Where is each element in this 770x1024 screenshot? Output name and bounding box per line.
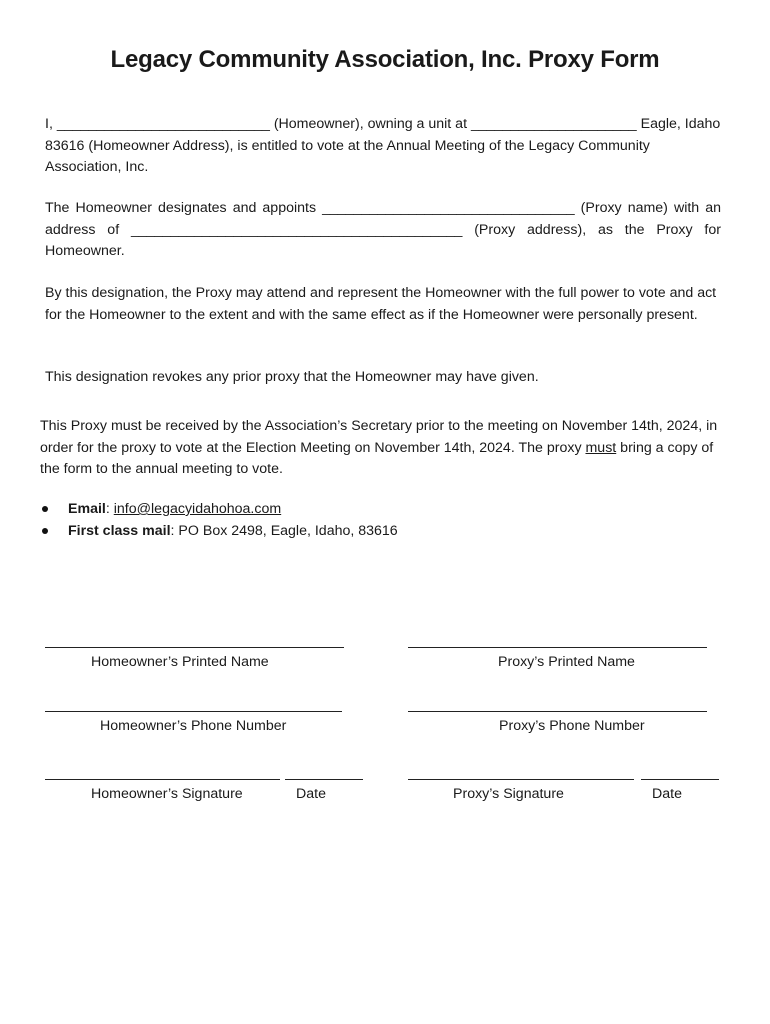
form-title: Legacy Community Association, Inc. Proxy Form <box>110 46 660 73</box>
proxy-printed-name-label: Proxy’s Printed Name <box>498 654 635 670</box>
must-emphasis: must <box>585 439 617 456</box>
proxy-name-blank: ________________________________ <box>322 200 575 216</box>
proxy-signature-line[interactable] <box>408 779 634 780</box>
proxy-printed-name-line[interactable] <box>408 647 707 648</box>
homeowner-unit-blank: _____________________ <box>470 116 637 132</box>
homeowner-date-line[interactable] <box>285 779 363 780</box>
proxy-power-statement: By this designation, the Proxy may attend and represent the Homeowner with the full power to vote and act for the Homeowner to the extent and with the same effect as if the Homeowner were personally present. <box>45 285 717 323</box>
deadline-statement: This Proxy must be received by the Association’s Secretary prior to the meeting on November 14th, 2024, in order for the proxy to vote at the Election Meeting on November 14th, 2024. The proxy must bring a copy of the form to the annual meeting to vote. <box>40 418 718 477</box>
email-link[interactable]: info@legacyidahohoa.com <box>113 501 282 517</box>
homeowner-printed-name-label: Homeowner’s Printed Name <box>91 654 269 670</box>
list-item-mail <box>40 521 398 543</box>
mail-address: : PO Box 2498, Eagle, Idaho, 83616 <box>170 522 398 539</box>
homeowner-name-blank: ___________________________ <box>56 116 270 132</box>
homeowner-signature-line[interactable] <box>45 779 280 780</box>
proxy-designation-statement: The Homeowner designates and appoints ________________________________ (Proxy name) with an address of __________________________________________ (Proxy address), as the Proxy for Homeowner. <box>45 200 722 259</box>
proxy-date-label: Date <box>652 786 682 802</box>
proxy-phone-line[interactable] <box>408 711 707 712</box>
list-item-email: Email: info@legacyidahohoa.com <box>40 499 398 521</box>
bullet-icon <box>42 506 48 512</box>
homeowner-phone-label: Homeowner’s Phone Number <box>100 718 287 734</box>
proxy-phone-label: Proxy’s Phone Number <box>499 718 645 734</box>
proxy-address-blank: __________________________________________ <box>130 221 463 238</box>
revocation-statement: This designation revokes any prior proxy that the Homeowner may have given. <box>45 369 539 385</box>
email-label: Email <box>68 501 106 517</box>
homeowner-statement: I, ___________________________ (Homeowner), owning a unit at _____________________ Eagle, Idaho 83616 (Homeowner Address), is entitled to vote at the Annual Meeting of the Legacy Community Association, Inc. <box>45 116 721 175</box>
homeowner-phone-line[interactable] <box>45 711 342 712</box>
bullet-icon <box>42 528 48 534</box>
proxy-date-line[interactable] <box>641 779 719 780</box>
mail-label: First class mail <box>68 522 171 539</box>
homeowner-date-label: Date <box>296 786 326 802</box>
homeowner-printed-name-line[interactable] <box>45 647 344 648</box>
proxy-signature-label: Proxy’s Signature <box>453 786 564 802</box>
submission-methods-list <box>40 499 398 542</box>
homeowner-signature-label: Homeowner’s Signature <box>91 786 243 802</box>
